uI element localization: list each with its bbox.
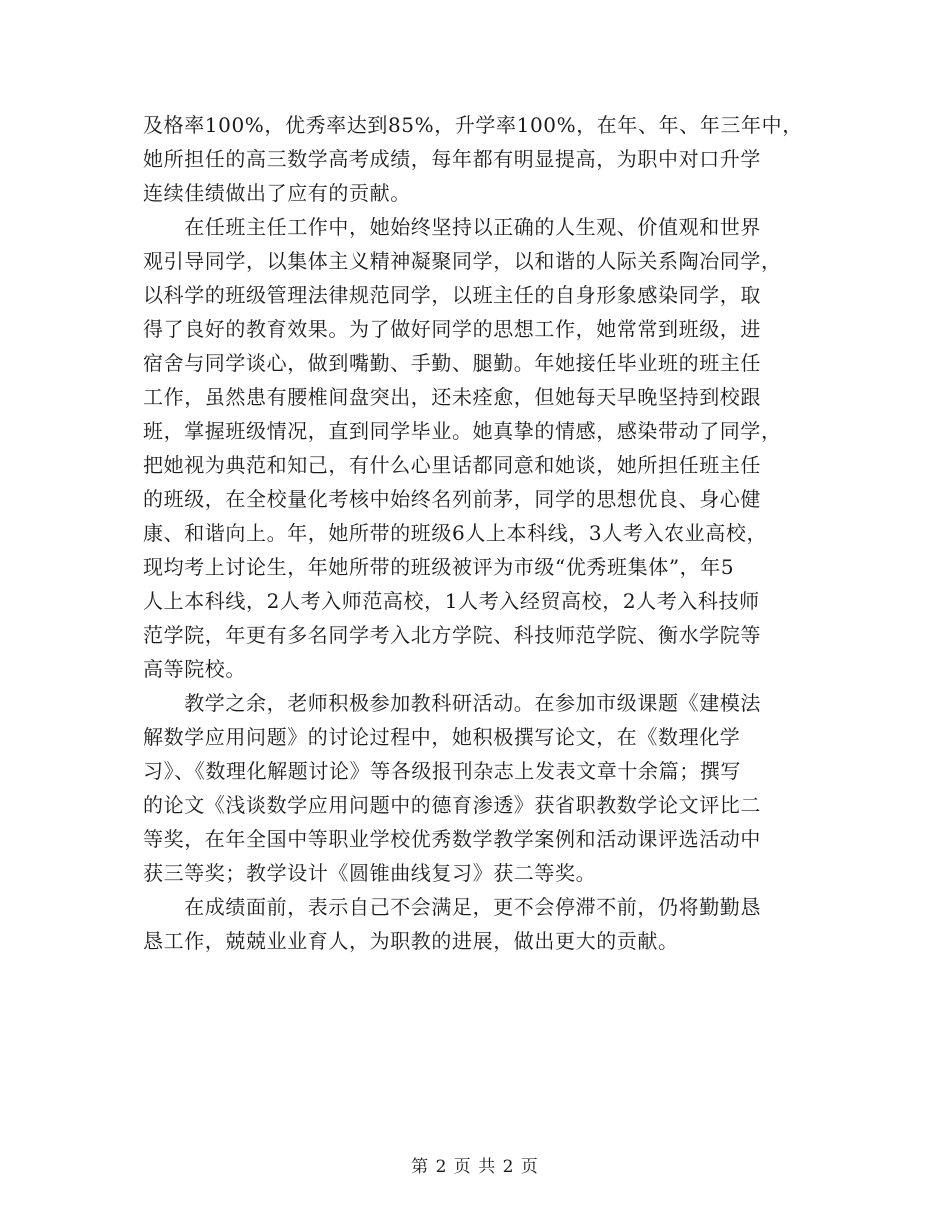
body-line: 及格率100%，优秀率达到85%，升学率100%，在年、年、年三年中， [143, 113, 803, 137]
body-line: 等奖，在年全国中等职业学校优秀数学教学案例和活动课评选活动中 [143, 827, 761, 851]
body-line: 得了良好的教育效果。为了做好同学的思想工作，她常常到班级，进 [143, 317, 761, 341]
body-line: 的班级，在全校量化考核中始终名列前茅，同学的思想优良、身心健 [143, 487, 761, 511]
body-line: 现均考上讨论生，年她所带的班级被评为市级“优秀班集体”，年5 [143, 555, 735, 579]
body-line: 教学之余，老师积极参加教科研活动。在参加市级课题《建模法 [143, 691, 761, 715]
body-line: 工作，虽然患有腰椎间盘突出，还未痊愈，但她每天早晚坚持到校跟 [143, 385, 761, 409]
body-line: 以科学的班级管理法律规范同学，以班主任的自身形象感染同学，取 [143, 283, 761, 307]
body-line: 宿舍与同学谈心，做到嘴勤、手勤、腿勤。年她接任毕业班的班主任 [143, 351, 761, 375]
body-line: 观引导同学，以集体主义精神凝聚同学，以和谐的人际关系陶冶同学， [143, 249, 782, 273]
body-line: 班，掌握班级情况，直到同学毕业。她真挚的情感，感染带动了同学， [143, 419, 782, 443]
body-line: 高等院校。 [143, 657, 246, 681]
body-line: 康、和谐向上。年，她所带的班级6人上本科线，3人考入农业高校， [143, 521, 768, 545]
body-line: 解数学应用问题》的讨论过程中，她积极撰写论文，在《数理化学 [143, 725, 741, 749]
body-line: 范学院，年更有多名同学考入北方学院、科技师范学院、衡水学院等 [143, 623, 761, 647]
body-line: 把她视为典范和知己，有什么心里话都同意和她谈，她所担任班主任 [143, 453, 761, 477]
body-line: 的论文《浅谈数学应用问题中的德育渗透》获省职教数学论文评比二 [143, 793, 761, 817]
body-line: 在成绩面前，表示自己不会满足，更不会停滞不前，仍将勤勤恳 [143, 895, 761, 919]
body-line: 她所担任的高三数学高考成绩，每年都有明显提高，为职中对口升学 [143, 147, 761, 171]
body-line: 恳工作，兢兢业业育人，为职教的进展，做出更大的贡献。 [143, 929, 679, 953]
body-line: 人上本科线，2人考入师范高校，1人考入经贸高校，2人考入科技师 [143, 589, 760, 613]
body-line: 获三等奖；教学设计《圆锥曲线复习》获二等奖。 [143, 861, 597, 885]
body-line: 连续佳绩做出了应有的贡献。 [143, 181, 411, 205]
document-body [143, 108, 803, 958]
page-number-footer: 第 2 页 共 2 页 [411, 1157, 539, 1177]
body-line: 在任班主任工作中，她始终坚持以正确的人生观、价值观和世界 [143, 215, 761, 239]
body-line: 习》、《数理化解题讨论》等各级报刊杂志上发表文章十余篇；撰写 [143, 759, 741, 783]
